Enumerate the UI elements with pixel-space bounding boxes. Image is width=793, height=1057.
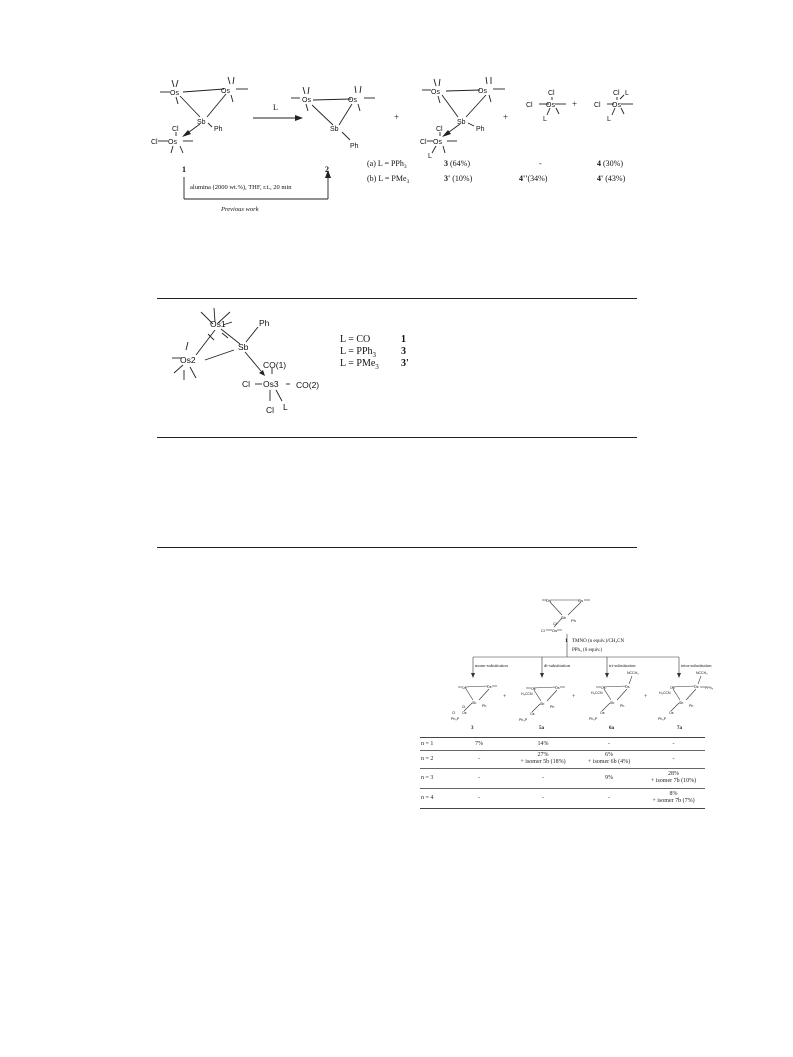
ph-label: Ph [620,704,625,708]
ph-label: Ph [214,126,223,133]
product-number-5a: 5a [539,726,544,731]
os-label: Os [612,102,621,109]
plus-sign: + [503,694,507,700]
cl-label: Cl [613,90,620,97]
l-label: L [625,90,629,97]
os-label: Os [669,711,674,715]
co2-label: CO(2) [296,380,320,390]
legend-lhs: L = CO [340,334,371,345]
os-label: Os [348,97,357,104]
product-number-3: 3 [471,726,474,731]
ligand-legend [340,334,409,371]
sb-label: Sb [238,342,249,352]
cl-label: Cl [548,90,555,97]
ph3p-label: Ph₃P [519,718,528,722]
legend-lhs: L = PMe [340,358,376,369]
ph-label: Ph [550,705,555,709]
reaction-condition: alumina (2000 wt.%), THF, r.t., 20 min [190,184,292,191]
ph3p-label: Ph₃P [589,717,598,721]
cell: - [608,740,610,747]
ph-label: Ph [571,618,576,623]
os-label: Os [546,102,555,109]
table-mid-rule [157,437,637,438]
os-label: Os [170,90,179,97]
cl-label: Cl [526,102,533,109]
row-b-product-3p: 3' (10%) [444,174,473,183]
cell: 28% + isomer 7b (10%) [650,771,697,784]
row-a-label: (a) L = PPh$_3$ [367,159,407,170]
table-bottom-rule [157,547,637,548]
os-label: Os [694,685,699,689]
l-label: L [543,116,547,123]
plus-sign: + [644,694,648,700]
os-label: Os [578,598,584,603]
cl-label: Cl [420,139,427,146]
sb-label: Sb [330,126,339,133]
ncch3-label: NCCH₃ [627,671,639,675]
legend-sub: 3 [375,363,379,371]
cell: 27% + isomer 5b (18%) [520,752,566,765]
branch-arrowhead [605,673,609,678]
cell: 6% + isomer 6b (4%) [587,752,631,765]
ncch3-label: NCCH₃ [696,671,708,675]
plus-sign: + [503,112,509,122]
plus-sign: + [394,112,400,122]
legend-compound: 1 [401,334,406,345]
structure-drawing-right [150,300,300,425]
cell: 8% + isomer 7b (7%) [652,791,695,804]
scheme-2 [400,590,740,735]
co1-label: CO(1) [263,360,287,370]
pph3-label: PPh₃ [705,686,714,690]
sb-label: Sb [610,701,615,705]
cl-label: Cl [266,405,275,415]
legend-row [340,346,406,359]
os-label: Os [462,686,467,690]
sb-label: Sb [679,701,684,705]
branch-label-tetra: tetra-substitution [681,663,712,668]
plus-sign: + [572,99,578,109]
yield-table [420,737,705,809]
cell: - [672,755,675,762]
branch-arrowhead [471,673,475,678]
cell: - [478,794,480,801]
reagent-line-1: TMNO (n equiv.)/CH₃CN [572,639,625,644]
cell: - [608,794,610,801]
legend-sub: 3 [372,351,376,359]
cell: 14% [537,740,549,747]
plus-sign: + [572,694,576,700]
os-label: Os [552,628,558,633]
h3ccn-label: H₃CCN [659,691,671,695]
reaction-arrowhead [295,115,303,121]
os-label: Os [625,685,630,689]
cell: 7% [475,740,483,747]
branch-label-tri: tri-substitution [609,663,636,668]
row-b-product-4pp: 4''(34%) [519,174,548,183]
os-label: Os [462,711,467,715]
ph-label: Ph [482,704,487,708]
sb-label: Sb [472,701,477,705]
os-label: Os [487,685,492,689]
os-label: Os [530,712,535,716]
os-label: Os [670,686,675,690]
legend-row [340,334,406,346]
legend-row [340,358,409,371]
co2-label-svg [295,378,345,392]
cl-label: Cl [436,126,443,133]
product-number-7a: 7a [677,726,682,731]
compound-number-1: 1 [182,165,186,174]
row-n: n = 1 [421,740,434,747]
ph3p-label: Ph₃P [658,717,667,721]
os1-label: Os1 [210,319,226,329]
cl-label: Cl [541,628,545,633]
os-label: Os [601,686,606,690]
scheme-1 [0,0,793,230]
row-a-product-4: 4 (30%) [597,159,623,168]
sb-label: Sb [197,119,206,126]
sb-label: Sb [540,702,545,706]
table-row [420,788,705,808]
l-label: L [283,402,288,412]
reagent-line-2: PPh₃ (6 equiv.) [572,648,603,653]
ph-label: Ph [476,126,485,133]
cl-label: Cl [151,139,158,146]
start-compound-number: 1 [565,639,568,644]
os-label: Os [431,89,440,96]
legend-compound: 3 [401,346,406,357]
legend-lhs: L = PPh [340,346,373,357]
row-n: n = 3 [421,775,434,781]
os-label: Os [555,686,560,690]
sb-label: Sb [561,615,566,620]
cl-label: Cl [452,711,456,715]
os-label: Os [478,88,487,95]
h3ccn-label: H₃CCN [591,691,603,695]
os-label: Os [302,97,311,104]
os3-label: Os3 [263,379,279,389]
cell: 9% [605,774,613,781]
previous-work-label: Previous work [221,206,259,213]
os-label: Os [221,88,230,95]
table-row [420,750,705,768]
row-a-product-3: 3 (64%) [444,159,470,168]
cell: - [542,774,544,781]
compound-number-2: 2 [325,165,329,174]
cl-label: Cl [594,102,601,109]
ph-label: Ph [689,704,694,708]
ph-label: Ph [350,143,359,150]
row-n: n = 2 [421,756,434,762]
table-top-rule [157,298,637,299]
branch-arrowhead [677,673,681,678]
l-label: L [607,116,611,123]
sb-label: Sb [457,119,466,126]
cl-label: Cl [462,705,466,709]
ph-label: Ph [259,318,270,328]
row-n: n = 4 [421,795,434,801]
branch-label-mono: mono-substitution [475,663,508,668]
row-b-product-4p: 4' (43%) [597,174,626,183]
yield-table-grid [420,738,705,809]
os2-label: Os2 [180,355,196,365]
os-label: Os [546,598,552,603]
os-label: Os [433,139,442,146]
table-row [420,738,705,750]
reaction-arrow-label: L [273,103,278,112]
cl-label: Cl [553,621,557,626]
os-label: Os [600,711,605,715]
os-label: Os [531,687,536,691]
cell: - [478,774,480,781]
l-label: L [428,153,432,160]
product-number-6a: 6a [609,726,614,731]
ph3p-label: Ph₃P [451,717,460,721]
cl-label: Cl [172,126,179,133]
cell: - [478,755,480,762]
row-a-dash: - [539,159,542,168]
row-b-label: (b) L = PMe$_3$ [367,174,410,185]
legend-compound: 3' [401,358,409,369]
cell: - [672,740,675,747]
branch-label-di: di-substitution [544,663,571,668]
os-label: Os [168,139,177,146]
branch-arrowhead [540,673,544,678]
cell: - [542,794,544,801]
h3ccn-label: H₃CCN [521,692,533,696]
table-row [420,768,705,788]
cl-label: Cl [242,379,251,389]
